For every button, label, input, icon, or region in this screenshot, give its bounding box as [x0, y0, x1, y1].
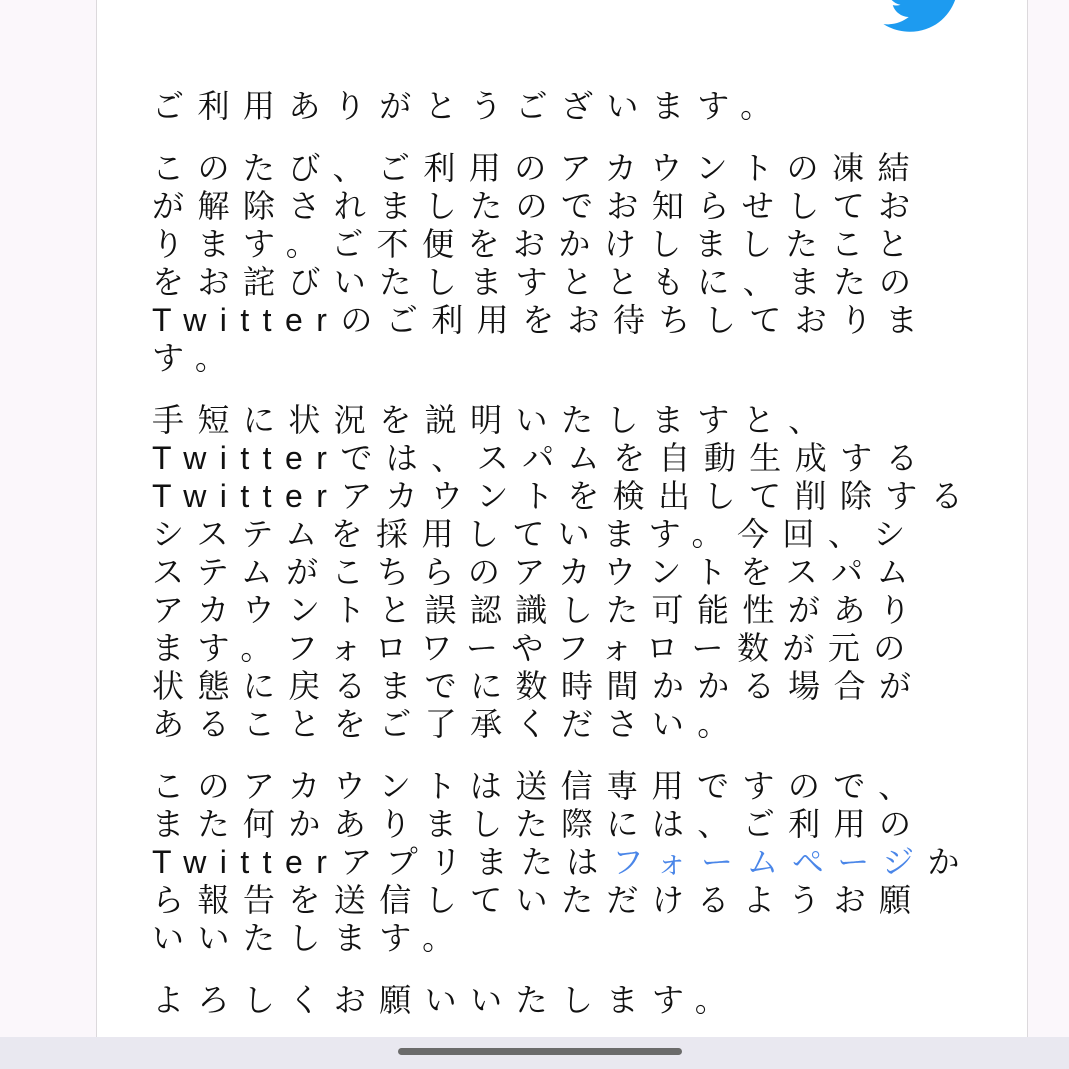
email-body: [152, 0, 977, 1043]
text-line: Twitterアカウントを検出して削除する: [152, 478, 977, 514]
text-line: が解除されましたのでお知らせしてお: [152, 188, 924, 224]
text-line: ら報告を送信していただけるようお願: [152, 882, 925, 918]
email-card: [96, 0, 1028, 1037]
text-line: 状態に戻るまでに数時間かかる場合が: [152, 668, 925, 704]
text-segment: か: [927, 844, 973, 880]
text-line: ります。ご不便をおかけしましたこと: [152, 226, 922, 262]
text-line: Twitterのご利用をお待ちしておりま: [152, 302, 932, 338]
text-line: Twitterでは、スパムを自動生成する: [152, 440, 932, 476]
text-line: このたび、ご利用のアカウントの凍結: [152, 150, 923, 186]
text-line: システムを採用しています。今回、シ: [152, 516, 919, 552]
paragraph-explanation: [152, 401, 977, 743]
text-line: す。: [152, 340, 241, 376]
paragraph-unsuspension-notice: [152, 149, 974, 377]
text-line: また何かありました際には、ご利用の: [152, 806, 925, 842]
form-page-link[interactable]: フォームページ: [611, 844, 928, 880]
text-line: よろしくお願いいたします。: [152, 982, 741, 1018]
horizontal-scrollbar-thumb[interactable]: [398, 1048, 682, 1055]
text-line: ます。フォロワーやフォロー数が元の: [152, 630, 919, 666]
text-line: あることをご了承ください。: [152, 706, 743, 742]
text-line: ご利用ありがとうございます。: [152, 88, 786, 124]
text-line: 手短に状況を説明いたしますと、: [152, 402, 834, 438]
text-line: ステムがこちらのアカウントをスパム: [152, 554, 922, 590]
text-line: をお詫びいたしますとともに、またの: [152, 264, 925, 300]
paragraph-closing: [152, 981, 974, 1019]
horizontal-scrollbar-track[interactable]: [0, 1037, 1069, 1069]
paragraph-contact-info: [152, 767, 974, 957]
text-line-with-link: [152, 843, 974, 881]
paragraph-greeting: [152, 87, 974, 125]
text-line: このアカウントは送信専用ですので、: [152, 768, 924, 804]
text-line: アカウントと誤認識した可能性があり: [152, 592, 925, 628]
text-segment: Twitterアプリまたは: [152, 844, 612, 880]
text-line: いいたします。: [152, 920, 468, 956]
